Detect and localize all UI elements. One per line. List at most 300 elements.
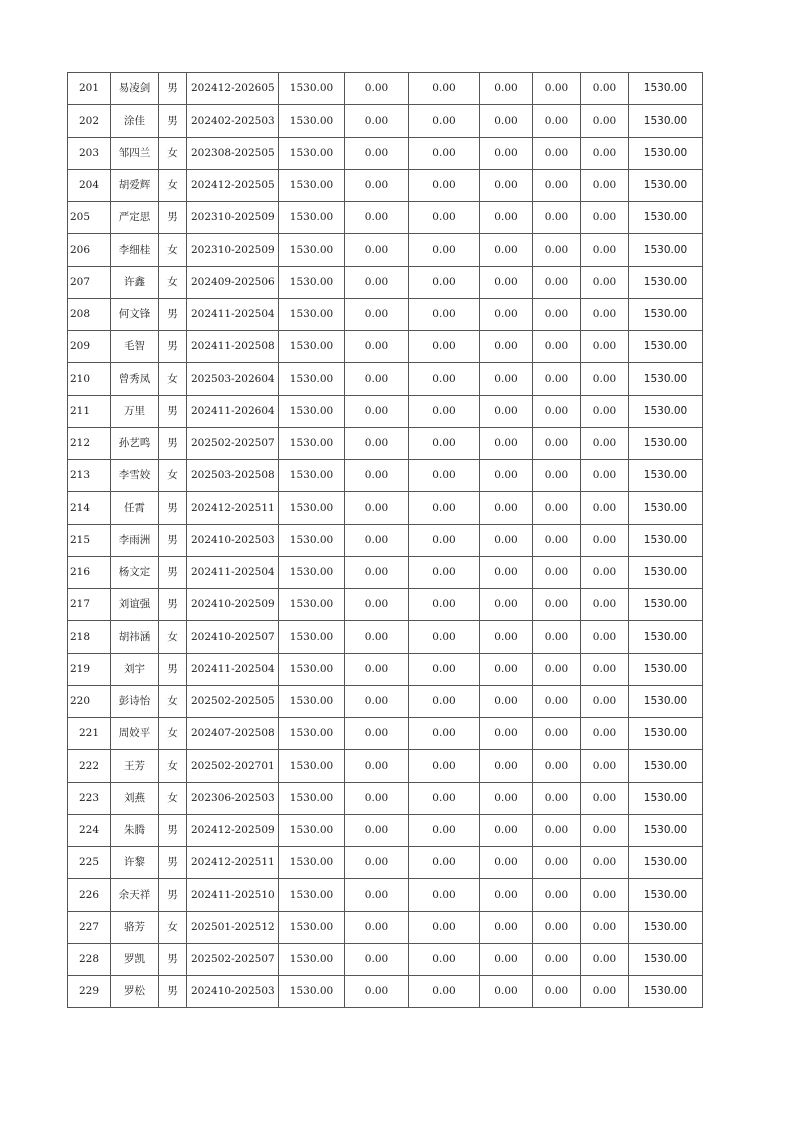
value-cell-3: 0.00 xyxy=(480,653,533,685)
period-cell: 202503-202508 xyxy=(187,460,279,492)
value-cell-4: 0.00 xyxy=(533,750,581,782)
total-cell: 1530.00 xyxy=(629,911,703,943)
value-cell-5: 0.00 xyxy=(581,621,629,653)
person-name: 刘谊强 xyxy=(111,589,159,621)
value-cell-4: 0.00 xyxy=(533,363,581,395)
person-name: 邹四兰 xyxy=(111,137,159,169)
gender-cell: 女 xyxy=(159,911,187,943)
row-number: 218 xyxy=(68,621,111,653)
period-cell: 202410-202509 xyxy=(187,589,279,621)
total-cell: 1530.00 xyxy=(629,653,703,685)
roster-table xyxy=(67,72,703,1008)
person-name: 曾秀凤 xyxy=(111,363,159,395)
table-row xyxy=(68,621,703,653)
amount-cell: 1530.00 xyxy=(279,202,345,234)
person-name: 罗松 xyxy=(111,976,159,1008)
value-cell-5: 0.00 xyxy=(581,202,629,234)
value-cell-4: 0.00 xyxy=(533,653,581,685)
value-cell-1: 0.00 xyxy=(345,202,409,234)
value-cell-1: 0.00 xyxy=(345,105,409,137)
value-cell-4: 0.00 xyxy=(533,331,581,363)
table-row xyxy=(68,782,703,814)
amount-cell: 1530.00 xyxy=(279,911,345,943)
value-cell-4: 0.00 xyxy=(533,105,581,137)
value-cell-1: 0.00 xyxy=(345,73,409,105)
value-cell-5: 0.00 xyxy=(581,137,629,169)
person-name: 周姣平 xyxy=(111,718,159,750)
value-cell-1: 0.00 xyxy=(345,395,409,427)
gender-cell: 男 xyxy=(159,395,187,427)
person-name: 王芳 xyxy=(111,750,159,782)
value-cell-1: 0.00 xyxy=(345,879,409,911)
value-cell-1: 0.00 xyxy=(345,685,409,717)
value-cell-3: 0.00 xyxy=(480,976,533,1008)
value-cell-5: 0.00 xyxy=(581,105,629,137)
value-cell-4: 0.00 xyxy=(533,911,581,943)
gender-cell: 男 xyxy=(159,73,187,105)
value-cell-1: 0.00 xyxy=(345,137,409,169)
table-row xyxy=(68,395,703,427)
table-row xyxy=(68,331,703,363)
value-cell-2: 0.00 xyxy=(409,589,480,621)
total-cell: 1530.00 xyxy=(629,976,703,1008)
value-cell-5: 0.00 xyxy=(581,331,629,363)
total-cell: 1530.00 xyxy=(629,73,703,105)
period-cell: 202410-202503 xyxy=(187,524,279,556)
period-cell: 202411-202510 xyxy=(187,879,279,911)
value-cell-4: 0.00 xyxy=(533,395,581,427)
value-cell-5: 0.00 xyxy=(581,685,629,717)
table-row xyxy=(68,524,703,556)
row-number: 204 xyxy=(68,169,111,201)
gender-cell: 男 xyxy=(159,653,187,685)
person-name: 何文锋 xyxy=(111,298,159,330)
person-name: 李细桂 xyxy=(111,234,159,266)
amount-cell: 1530.00 xyxy=(279,524,345,556)
total-cell: 1530.00 xyxy=(629,234,703,266)
table-row xyxy=(68,169,703,201)
total-cell: 1530.00 xyxy=(629,524,703,556)
person-name: 胡爱辉 xyxy=(111,169,159,201)
total-cell: 1530.00 xyxy=(629,943,703,975)
total-cell: 1530.00 xyxy=(629,395,703,427)
value-cell-5: 0.00 xyxy=(581,73,629,105)
gender-cell: 男 xyxy=(159,492,187,524)
row-number: 222 xyxy=(68,750,111,782)
value-cell-2: 0.00 xyxy=(409,266,480,298)
value-cell-2: 0.00 xyxy=(409,137,480,169)
amount-cell: 1530.00 xyxy=(279,814,345,846)
gender-cell: 男 xyxy=(159,202,187,234)
total-cell: 1530.00 xyxy=(629,427,703,459)
gender-cell: 女 xyxy=(159,782,187,814)
table-row xyxy=(68,718,703,750)
value-cell-2: 0.00 xyxy=(409,234,480,266)
total-cell: 1530.00 xyxy=(629,331,703,363)
value-cell-5: 0.00 xyxy=(581,556,629,588)
value-cell-2: 0.00 xyxy=(409,718,480,750)
value-cell-1: 0.00 xyxy=(345,234,409,266)
gender-cell: 男 xyxy=(159,589,187,621)
row-number: 205 xyxy=(68,202,111,234)
value-cell-2: 0.00 xyxy=(409,298,480,330)
value-cell-1: 0.00 xyxy=(345,718,409,750)
total-cell: 1530.00 xyxy=(629,750,703,782)
row-number: 227 xyxy=(68,911,111,943)
period-cell: 202502-202507 xyxy=(187,943,279,975)
value-cell-1: 0.00 xyxy=(345,653,409,685)
period-cell: 202410-202507 xyxy=(187,621,279,653)
period-cell: 202412-202509 xyxy=(187,814,279,846)
gender-cell: 男 xyxy=(159,556,187,588)
value-cell-1: 0.00 xyxy=(345,750,409,782)
period-cell: 202310-202509 xyxy=(187,234,279,266)
value-cell-4: 0.00 xyxy=(533,556,581,588)
gender-cell: 男 xyxy=(159,427,187,459)
row-number: 213 xyxy=(68,460,111,492)
table-row xyxy=(68,943,703,975)
value-cell-5: 0.00 xyxy=(581,943,629,975)
period-cell: 202412-202511 xyxy=(187,847,279,879)
table-row xyxy=(68,847,703,879)
value-cell-4: 0.00 xyxy=(533,621,581,653)
gender-cell: 女 xyxy=(159,685,187,717)
total-cell: 1530.00 xyxy=(629,298,703,330)
row-number: 206 xyxy=(68,234,111,266)
value-cell-2: 0.00 xyxy=(409,202,480,234)
table-row xyxy=(68,73,703,105)
amount-cell: 1530.00 xyxy=(279,847,345,879)
value-cell-4: 0.00 xyxy=(533,427,581,459)
row-number: 203 xyxy=(68,137,111,169)
total-cell: 1530.00 xyxy=(629,460,703,492)
value-cell-4: 0.00 xyxy=(533,976,581,1008)
person-name: 严定思 xyxy=(111,202,159,234)
total-cell: 1530.00 xyxy=(629,589,703,621)
total-cell: 1530.00 xyxy=(629,363,703,395)
table-row xyxy=(68,556,703,588)
table-row xyxy=(68,363,703,395)
period-cell: 202412-202511 xyxy=(187,492,279,524)
value-cell-3: 0.00 xyxy=(480,395,533,427)
value-cell-5: 0.00 xyxy=(581,976,629,1008)
value-cell-3: 0.00 xyxy=(480,137,533,169)
value-cell-3: 0.00 xyxy=(480,331,533,363)
period-cell: 202411-202604 xyxy=(187,395,279,427)
period-cell: 202503-202604 xyxy=(187,363,279,395)
table-row xyxy=(68,266,703,298)
value-cell-3: 0.00 xyxy=(480,911,533,943)
value-cell-5: 0.00 xyxy=(581,750,629,782)
value-cell-3: 0.00 xyxy=(480,589,533,621)
period-cell: 202501-202512 xyxy=(187,911,279,943)
period-cell: 202411-202504 xyxy=(187,556,279,588)
row-number: 215 xyxy=(68,524,111,556)
amount-cell: 1530.00 xyxy=(279,556,345,588)
amount-cell: 1530.00 xyxy=(279,73,345,105)
value-cell-3: 0.00 xyxy=(480,685,533,717)
total-cell: 1530.00 xyxy=(629,169,703,201)
value-cell-4: 0.00 xyxy=(533,718,581,750)
gender-cell: 女 xyxy=(159,234,187,266)
person-name: 彭诗怡 xyxy=(111,685,159,717)
period-cell: 202412-202505 xyxy=(187,169,279,201)
value-cell-1: 0.00 xyxy=(345,460,409,492)
value-cell-1: 0.00 xyxy=(345,363,409,395)
value-cell-2: 0.00 xyxy=(409,492,480,524)
total-cell: 1530.00 xyxy=(629,718,703,750)
value-cell-5: 0.00 xyxy=(581,653,629,685)
table-row xyxy=(68,105,703,137)
value-cell-4: 0.00 xyxy=(533,847,581,879)
value-cell-4: 0.00 xyxy=(533,879,581,911)
person-name: 胡祎涵 xyxy=(111,621,159,653)
value-cell-3: 0.00 xyxy=(480,814,533,846)
value-cell-5: 0.00 xyxy=(581,782,629,814)
value-cell-4: 0.00 xyxy=(533,202,581,234)
table-row xyxy=(68,234,703,266)
amount-cell: 1530.00 xyxy=(279,943,345,975)
value-cell-3: 0.00 xyxy=(480,750,533,782)
gender-cell: 男 xyxy=(159,105,187,137)
row-number: 208 xyxy=(68,298,111,330)
amount-cell: 1530.00 xyxy=(279,492,345,524)
gender-cell: 女 xyxy=(159,169,187,201)
person-name: 刘宇 xyxy=(111,653,159,685)
period-cell: 202409-202506 xyxy=(187,266,279,298)
value-cell-2: 0.00 xyxy=(409,653,480,685)
amount-cell: 1530.00 xyxy=(279,363,345,395)
value-cell-5: 0.00 xyxy=(581,524,629,556)
amount-cell: 1530.00 xyxy=(279,395,345,427)
amount-cell: 1530.00 xyxy=(279,169,345,201)
amount-cell: 1530.00 xyxy=(279,298,345,330)
value-cell-3: 0.00 xyxy=(480,524,533,556)
person-name: 李雪姣 xyxy=(111,460,159,492)
period-cell: 202402-202503 xyxy=(187,105,279,137)
total-cell: 1530.00 xyxy=(629,105,703,137)
value-cell-1: 0.00 xyxy=(345,976,409,1008)
period-cell: 202308-202505 xyxy=(187,137,279,169)
value-cell-1: 0.00 xyxy=(345,621,409,653)
value-cell-4: 0.00 xyxy=(533,685,581,717)
period-cell: 202306-202503 xyxy=(187,782,279,814)
table-row xyxy=(68,879,703,911)
value-cell-5: 0.00 xyxy=(581,911,629,943)
value-cell-2: 0.00 xyxy=(409,943,480,975)
amount-cell: 1530.00 xyxy=(279,234,345,266)
gender-cell: 男 xyxy=(159,976,187,1008)
amount-cell: 1530.00 xyxy=(279,750,345,782)
period-cell: 202411-202504 xyxy=(187,653,279,685)
value-cell-3: 0.00 xyxy=(480,847,533,879)
gender-cell: 男 xyxy=(159,847,187,879)
value-cell-2: 0.00 xyxy=(409,73,480,105)
value-cell-1: 0.00 xyxy=(345,847,409,879)
total-cell: 1530.00 xyxy=(629,847,703,879)
gender-cell: 女 xyxy=(159,718,187,750)
gender-cell: 男 xyxy=(159,814,187,846)
row-number: 202 xyxy=(68,105,111,137)
value-cell-2: 0.00 xyxy=(409,556,480,588)
total-cell: 1530.00 xyxy=(629,137,703,169)
value-cell-3: 0.00 xyxy=(480,202,533,234)
period-cell: 202502-202505 xyxy=(187,685,279,717)
row-number: 226 xyxy=(68,879,111,911)
value-cell-4: 0.00 xyxy=(533,460,581,492)
value-cell-5: 0.00 xyxy=(581,879,629,911)
value-cell-1: 0.00 xyxy=(345,266,409,298)
row-number: 210 xyxy=(68,363,111,395)
table-row xyxy=(68,814,703,846)
person-name: 孙艺鸣 xyxy=(111,427,159,459)
value-cell-2: 0.00 xyxy=(409,169,480,201)
period-cell: 202412-202605 xyxy=(187,73,279,105)
total-cell: 1530.00 xyxy=(629,782,703,814)
value-cell-2: 0.00 xyxy=(409,395,480,427)
amount-cell: 1530.00 xyxy=(279,879,345,911)
row-number: 228 xyxy=(68,943,111,975)
row-number: 209 xyxy=(68,331,111,363)
person-name: 罗凯 xyxy=(111,943,159,975)
value-cell-5: 0.00 xyxy=(581,427,629,459)
value-cell-2: 0.00 xyxy=(409,621,480,653)
row-number: 211 xyxy=(68,395,111,427)
value-cell-4: 0.00 xyxy=(533,137,581,169)
value-cell-3: 0.00 xyxy=(480,105,533,137)
value-cell-5: 0.00 xyxy=(581,169,629,201)
roster-body xyxy=(68,73,703,1008)
amount-cell: 1530.00 xyxy=(279,105,345,137)
table-row xyxy=(68,137,703,169)
value-cell-1: 0.00 xyxy=(345,814,409,846)
gender-cell: 男 xyxy=(159,331,187,363)
period-cell: 202407-202508 xyxy=(187,718,279,750)
value-cell-1: 0.00 xyxy=(345,298,409,330)
person-name: 毛智 xyxy=(111,331,159,363)
person-name: 许黎 xyxy=(111,847,159,879)
value-cell-3: 0.00 xyxy=(480,234,533,266)
value-cell-1: 0.00 xyxy=(345,589,409,621)
table-row xyxy=(68,492,703,524)
total-cell: 1530.00 xyxy=(629,266,703,298)
value-cell-1: 0.00 xyxy=(345,331,409,363)
row-number: 224 xyxy=(68,814,111,846)
table-row xyxy=(68,427,703,459)
value-cell-3: 0.00 xyxy=(480,621,533,653)
value-cell-1: 0.00 xyxy=(345,782,409,814)
row-number: 220 xyxy=(68,685,111,717)
amount-cell: 1530.00 xyxy=(279,137,345,169)
total-cell: 1530.00 xyxy=(629,492,703,524)
table-row xyxy=(68,460,703,492)
row-number: 219 xyxy=(68,653,111,685)
value-cell-5: 0.00 xyxy=(581,847,629,879)
total-cell: 1530.00 xyxy=(629,621,703,653)
total-cell: 1530.00 xyxy=(629,685,703,717)
period-cell: 202310-202509 xyxy=(187,202,279,234)
value-cell-4: 0.00 xyxy=(533,943,581,975)
value-cell-4: 0.00 xyxy=(533,234,581,266)
row-number: 229 xyxy=(68,976,111,1008)
value-cell-4: 0.00 xyxy=(533,73,581,105)
table-row xyxy=(68,976,703,1008)
row-number: 201 xyxy=(68,73,111,105)
amount-cell: 1530.00 xyxy=(279,718,345,750)
amount-cell: 1530.00 xyxy=(279,976,345,1008)
value-cell-2: 0.00 xyxy=(409,976,480,1008)
amount-cell: 1530.00 xyxy=(279,589,345,621)
value-cell-4: 0.00 xyxy=(533,266,581,298)
value-cell-3: 0.00 xyxy=(480,718,533,750)
row-number: 212 xyxy=(68,427,111,459)
table-row xyxy=(68,750,703,782)
row-number: 217 xyxy=(68,589,111,621)
gender-cell: 男 xyxy=(159,943,187,975)
gender-cell: 女 xyxy=(159,266,187,298)
person-name: 余天祥 xyxy=(111,879,159,911)
gender-cell: 男 xyxy=(159,524,187,556)
person-name: 李雨洲 xyxy=(111,524,159,556)
period-cell: 202411-202504 xyxy=(187,298,279,330)
value-cell-3: 0.00 xyxy=(480,492,533,524)
value-cell-5: 0.00 xyxy=(581,589,629,621)
value-cell-5: 0.00 xyxy=(581,814,629,846)
table-row xyxy=(68,589,703,621)
table-row xyxy=(68,911,703,943)
amount-cell: 1530.00 xyxy=(279,621,345,653)
value-cell-2: 0.00 xyxy=(409,331,480,363)
table-row xyxy=(68,298,703,330)
value-cell-3: 0.00 xyxy=(480,73,533,105)
value-cell-1: 0.00 xyxy=(345,492,409,524)
value-cell-4: 0.00 xyxy=(533,169,581,201)
value-cell-3: 0.00 xyxy=(480,460,533,492)
value-cell-5: 0.00 xyxy=(581,718,629,750)
value-cell-4: 0.00 xyxy=(533,492,581,524)
value-cell-2: 0.00 xyxy=(409,105,480,137)
value-cell-2: 0.00 xyxy=(409,814,480,846)
value-cell-5: 0.00 xyxy=(581,492,629,524)
value-cell-2: 0.00 xyxy=(409,524,480,556)
value-cell-3: 0.00 xyxy=(480,298,533,330)
value-cell-3: 0.00 xyxy=(480,266,533,298)
table-row xyxy=(68,202,703,234)
gender-cell: 女 xyxy=(159,750,187,782)
value-cell-2: 0.00 xyxy=(409,750,480,782)
person-name: 骆芳 xyxy=(111,911,159,943)
period-cell: 202502-202507 xyxy=(187,427,279,459)
row-number: 223 xyxy=(68,782,111,814)
person-name: 易凌剑 xyxy=(111,73,159,105)
gender-cell: 女 xyxy=(159,460,187,492)
value-cell-2: 0.00 xyxy=(409,685,480,717)
table-row xyxy=(68,685,703,717)
value-cell-5: 0.00 xyxy=(581,395,629,427)
value-cell-4: 0.00 xyxy=(533,782,581,814)
person-name: 许鑫 xyxy=(111,266,159,298)
total-cell: 1530.00 xyxy=(629,202,703,234)
value-cell-4: 0.00 xyxy=(533,814,581,846)
period-cell: 202410-202503 xyxy=(187,976,279,1008)
value-cell-3: 0.00 xyxy=(480,169,533,201)
value-cell-5: 0.00 xyxy=(581,298,629,330)
amount-cell: 1530.00 xyxy=(279,331,345,363)
value-cell-4: 0.00 xyxy=(533,298,581,330)
value-cell-1: 0.00 xyxy=(345,943,409,975)
value-cell-2: 0.00 xyxy=(409,782,480,814)
value-cell-5: 0.00 xyxy=(581,234,629,266)
